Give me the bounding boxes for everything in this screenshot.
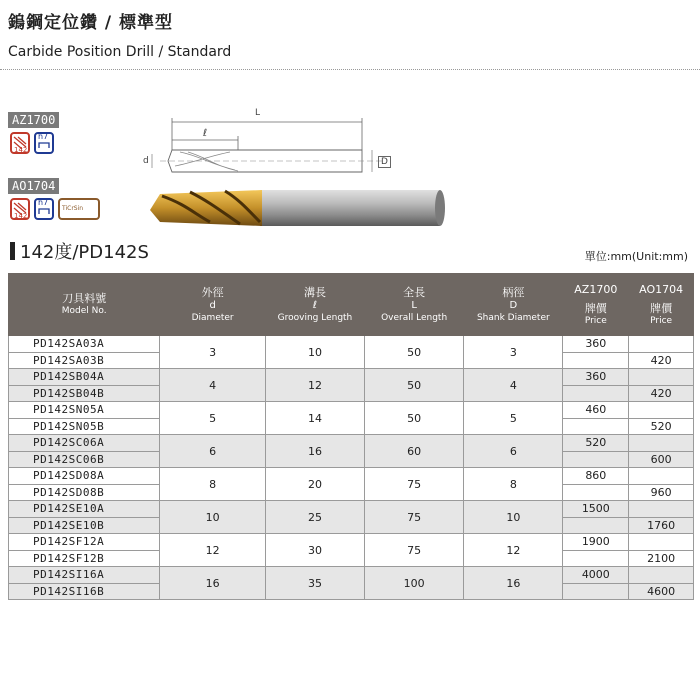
table-row xyxy=(9,435,694,452)
shank-diameter-cell: 5 xyxy=(464,402,563,435)
point-angle-label: 142 xyxy=(14,212,28,220)
unit-label: 單位:mm(Unit:mm) xyxy=(584,250,688,263)
model-number: PD142SI16A xyxy=(9,567,160,584)
overall-length-cell: 50 xyxy=(365,336,464,369)
ao1704-price-cell: 600 xyxy=(629,451,694,468)
section-title: 142度/PD142S xyxy=(20,242,149,263)
diagram-label-overall: L xyxy=(255,108,261,118)
model-number: PD142SN05A xyxy=(9,402,160,419)
empty-price-cell xyxy=(563,451,629,468)
model-number: PD142SA03A xyxy=(9,336,160,353)
diameter-cell: 16 xyxy=(160,567,265,600)
groove-length-cell: 16 xyxy=(265,435,364,468)
table-header-row xyxy=(9,274,694,336)
drill-dimension-diagram xyxy=(140,100,400,180)
groove-length-cell: 20 xyxy=(265,468,364,501)
groove-length-cell: 25 xyxy=(265,501,364,534)
shank-diameter-cell: 8 xyxy=(464,468,563,501)
overall-length-cell: 75 xyxy=(365,501,464,534)
table-row xyxy=(9,369,694,386)
section-marker xyxy=(10,242,15,260)
table-row xyxy=(9,402,694,419)
empty-price-cell xyxy=(629,468,694,485)
az1700-price-cell: 360 xyxy=(563,336,629,353)
col-model: 刀具料號 Model No. xyxy=(9,274,160,336)
empty-price-cell xyxy=(629,534,694,551)
model-number: PD142SE10B xyxy=(9,517,160,534)
model-number: PD142SI16B xyxy=(9,583,160,600)
page-title-en: Carbide Position Drill / Standard xyxy=(8,44,232,60)
point-angle-label: 142 xyxy=(14,146,28,154)
model-number: PD142SE10A xyxy=(9,501,160,518)
shank-diameter-cell: 16 xyxy=(464,567,563,600)
spec-table xyxy=(8,273,694,600)
ao1704-price-cell: 4600 xyxy=(629,583,694,600)
az1700-price-cell: 4000 xyxy=(563,567,629,584)
groove-length-cell: 12 xyxy=(265,369,364,402)
tolerance-h7-label: h7 xyxy=(38,132,49,141)
empty-price-cell xyxy=(629,336,694,353)
model-number: PD142SD08B xyxy=(9,484,160,501)
groove-length-cell: 14 xyxy=(265,402,364,435)
groove-length-cell: 10 xyxy=(265,336,364,369)
shank-diameter-cell: 3 xyxy=(464,336,563,369)
empty-price-cell xyxy=(629,567,694,584)
table-row xyxy=(9,468,694,485)
groove-length-cell: 30 xyxy=(265,534,364,567)
model-number: PD142SB04B xyxy=(9,385,160,402)
diameter-cell: 12 xyxy=(160,534,265,567)
table-row xyxy=(9,567,694,584)
az1700-price-cell: 1900 xyxy=(563,534,629,551)
empty-price-cell xyxy=(629,402,694,419)
coating-label: TiCrSin xyxy=(62,205,84,212)
page-title-zh: 鎢鋼定位鑽 / 標準型 xyxy=(8,13,174,33)
diagram-label-shank: D xyxy=(378,156,391,168)
shank-diameter-cell: 12 xyxy=(464,534,563,567)
empty-price-cell xyxy=(563,517,629,534)
table-row xyxy=(9,336,694,353)
diameter-cell: 8 xyxy=(160,468,265,501)
overall-length-cell: 75 xyxy=(365,534,464,567)
empty-price-cell xyxy=(563,418,629,435)
header-divider xyxy=(0,69,700,70)
az1700-price-cell: 520 xyxy=(563,435,629,452)
model-number: PD142SB04A xyxy=(9,369,160,386)
overall-length-cell: 50 xyxy=(365,369,464,402)
diameter-cell: 4 xyxy=(160,369,265,402)
empty-price-cell xyxy=(563,352,629,369)
empty-price-cell xyxy=(563,583,629,600)
ao1704-price-cell: 420 xyxy=(629,352,694,369)
ao1704-price-cell: 1760 xyxy=(629,517,694,534)
model-number: PD142SA03B xyxy=(9,352,160,369)
overall-length-cell: 75 xyxy=(365,468,464,501)
model-number: PD142SD08A xyxy=(9,468,160,485)
overall-length-cell: 50 xyxy=(365,402,464,435)
table-row xyxy=(9,501,694,518)
diameter-cell: 10 xyxy=(160,501,265,534)
diameter-cell: 5 xyxy=(160,402,265,435)
model-number: PD142SC06A xyxy=(9,435,160,452)
diameter-cell: 6 xyxy=(160,435,265,468)
col-overall: 全長 L Overall Length xyxy=(365,274,464,336)
col-ao1704-price: AO1704 牌價 Price xyxy=(629,274,694,336)
model-number: PD142SF12B xyxy=(9,550,160,567)
diameter-cell: 3 xyxy=(160,336,265,369)
az1700-price-cell: 1500 xyxy=(563,501,629,518)
empty-price-cell xyxy=(563,550,629,567)
groove-length-cell: 35 xyxy=(265,567,364,600)
model-number: PD142SN05B xyxy=(9,418,160,435)
empty-price-cell xyxy=(563,484,629,501)
shank-diameter-cell: 4 xyxy=(464,369,563,402)
drill-photo xyxy=(140,184,450,234)
col-groove: 溝長 ℓ Grooving Length xyxy=(265,274,364,336)
ao1704-price-cell: 520 xyxy=(629,418,694,435)
overall-length-cell: 60 xyxy=(365,435,464,468)
az1700-price-cell: 460 xyxy=(563,402,629,419)
table-row xyxy=(9,534,694,551)
empty-price-cell xyxy=(629,501,694,518)
diagram-label-diameter: d xyxy=(143,156,149,166)
grade-tag-az1700: AZ1700 xyxy=(8,112,59,128)
tolerance-h7-label: h7 xyxy=(38,198,49,207)
empty-price-cell xyxy=(629,369,694,386)
col-diameter: 外徑 d Diameter xyxy=(160,274,265,336)
diagram-label-groove: ℓ xyxy=(203,128,208,139)
col-shank: 柄徑 D Shank Diameter xyxy=(464,274,563,336)
ao1704-price-cell: 2100 xyxy=(629,550,694,567)
ao1704-price-cell: 420 xyxy=(629,385,694,402)
shank-diameter-cell: 10 xyxy=(464,501,563,534)
empty-price-cell xyxy=(629,435,694,452)
az1700-price-cell: 860 xyxy=(563,468,629,485)
az1700-price-cell: 360 xyxy=(563,369,629,386)
empty-price-cell xyxy=(563,385,629,402)
model-number: PD142SC06B xyxy=(9,451,160,468)
table-body xyxy=(9,336,694,600)
model-number: PD142SF12A xyxy=(9,534,160,551)
shank-diameter-cell: 6 xyxy=(464,435,563,468)
overall-length-cell: 100 xyxy=(365,567,464,600)
grade-tag-ao1704: AO1704 xyxy=(8,178,59,194)
ao1704-price-cell: 960 xyxy=(629,484,694,501)
col-az1700-price: AZ1700 牌價 Price xyxy=(563,274,629,336)
